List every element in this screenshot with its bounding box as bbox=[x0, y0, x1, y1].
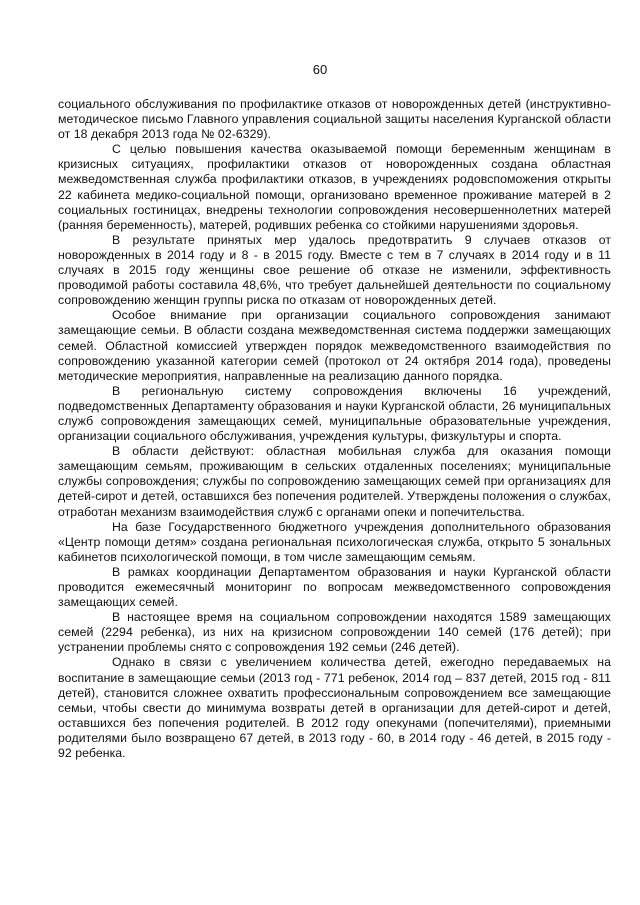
paragraph: В рамках координации Департаментом образования и науки Курганской области проводится ежемесячный мониторинг по вопросам межведомственного сопровождения замещающих семей. bbox=[58, 564, 611, 610]
paragraph: В области действуют: областная мобильная служба для оказания помощи замещающим семьям, проживающим в сельских отдаленных поселениях; муниципальные службы сопровождения; службы по сопровождению замещающих семей при организациях для детей-сирот и детей, оставшихся без попечения родителей. Утверждены положения о службах, отработан механизм взаимодействия служб с органами опеки и попечительства. bbox=[58, 444, 611, 519]
paragraph: В результате принятых мер удалось предотвратить 9 случаев отказов от новорожденных в 2014 году и 8 - в 2015 году. Вместе с тем в 7 случаях в 2014 году и в 11 случаях в 2015 году женщины свое решение об отказе не изменили, эффективность проводимой работы составила 48,6%, что требует дальнейшей деятельности по социальному сопровождению женщин группы риска по отказам от новорожденных детей. bbox=[58, 232, 611, 308]
paragraph: Однако в связи с увеличением количества детей, ежегодно передаваемых на воспитание в замещающие семьи (2013 год - 771 ребенок, 2014 год – 837 детей, 2015 год - 811 детей), становится сложнее охватить профессиональным сопровождением все замещающие семьи, чтобы свести до минимума возвраты детей в организации для детей-сирот и детей, оставшихся без попечения родителей. В 2012 году опекунами (попечителями), приемными родителями было возвращено 67 детей, в 2013 году - 60, в 2014 году - 46 детей, в 2015 году - 92 ребенка. bbox=[58, 655, 611, 761]
paragraph: Особое внимание при организации социального сопровождения занимают замещающие семьи. В области создана межведомственная система поддержки замещающих семей. Областной комиссией утвержден порядок межведомственного взаимодействия по сопровождению указанной категории семей (протокол от 24 октября 2014 года), проведены методические мероприятия, направленные на реализацию данного порядка. bbox=[58, 308, 611, 383]
paragraph: С целью повышения качества оказываемой помощи беременным женщинам в кризисных ситуациях, профилактики отказов от новорожденных создана областная межведомственная служба профилактики отказов, в учреждениях родовспоможения открыты 22 кабинета медико-социальной помощи, организовано временное проживание матерей в 2 социальных гостиницах, внедрены технологии сопровождения несовершеннолетних матерей (ранняя беременность), матерей, родивших ребенка со стойкими нарушениями здоровья. bbox=[58, 142, 611, 232]
paragraph: социального обслуживания по профилактике отказов от новорожденных детей (инструктивно-методическое письмо Главного управления социальной защиты населения Курганской области от 18 декабря 2013 года № 02-6329). bbox=[58, 97, 611, 142]
page-number: 60 bbox=[312, 62, 328, 77]
paragraph: На базе Государственного бюджетного учреждения дополнительного образования «Центр помощи детям» создана региональная психологическая служба, открыто 5 зональных кабинетов психологической помощи, в том числе замещающим семьям. bbox=[58, 519, 611, 564]
paragraph: В настоящее время на социальном сопровождении находятся 1589 замещающих семей (2294 ребенка), из них на кризисном сопровождении 140 семей (176 детей); при устранении проблемы снято с сопровождения 192 семьи (246 детей). bbox=[58, 610, 611, 655]
paragraph: В региональную систему сопровождения включены 16 учреждений, подведомственных Департаменту образования и науки Курганской области, 26 муниципальных служб сопровождения замещающих семей, муниципальные образовательные учреждения, организации социального обслуживания, учреждения культуры, физкультуры и спорта. bbox=[58, 383, 611, 444]
document-body bbox=[58, 97, 611, 761]
